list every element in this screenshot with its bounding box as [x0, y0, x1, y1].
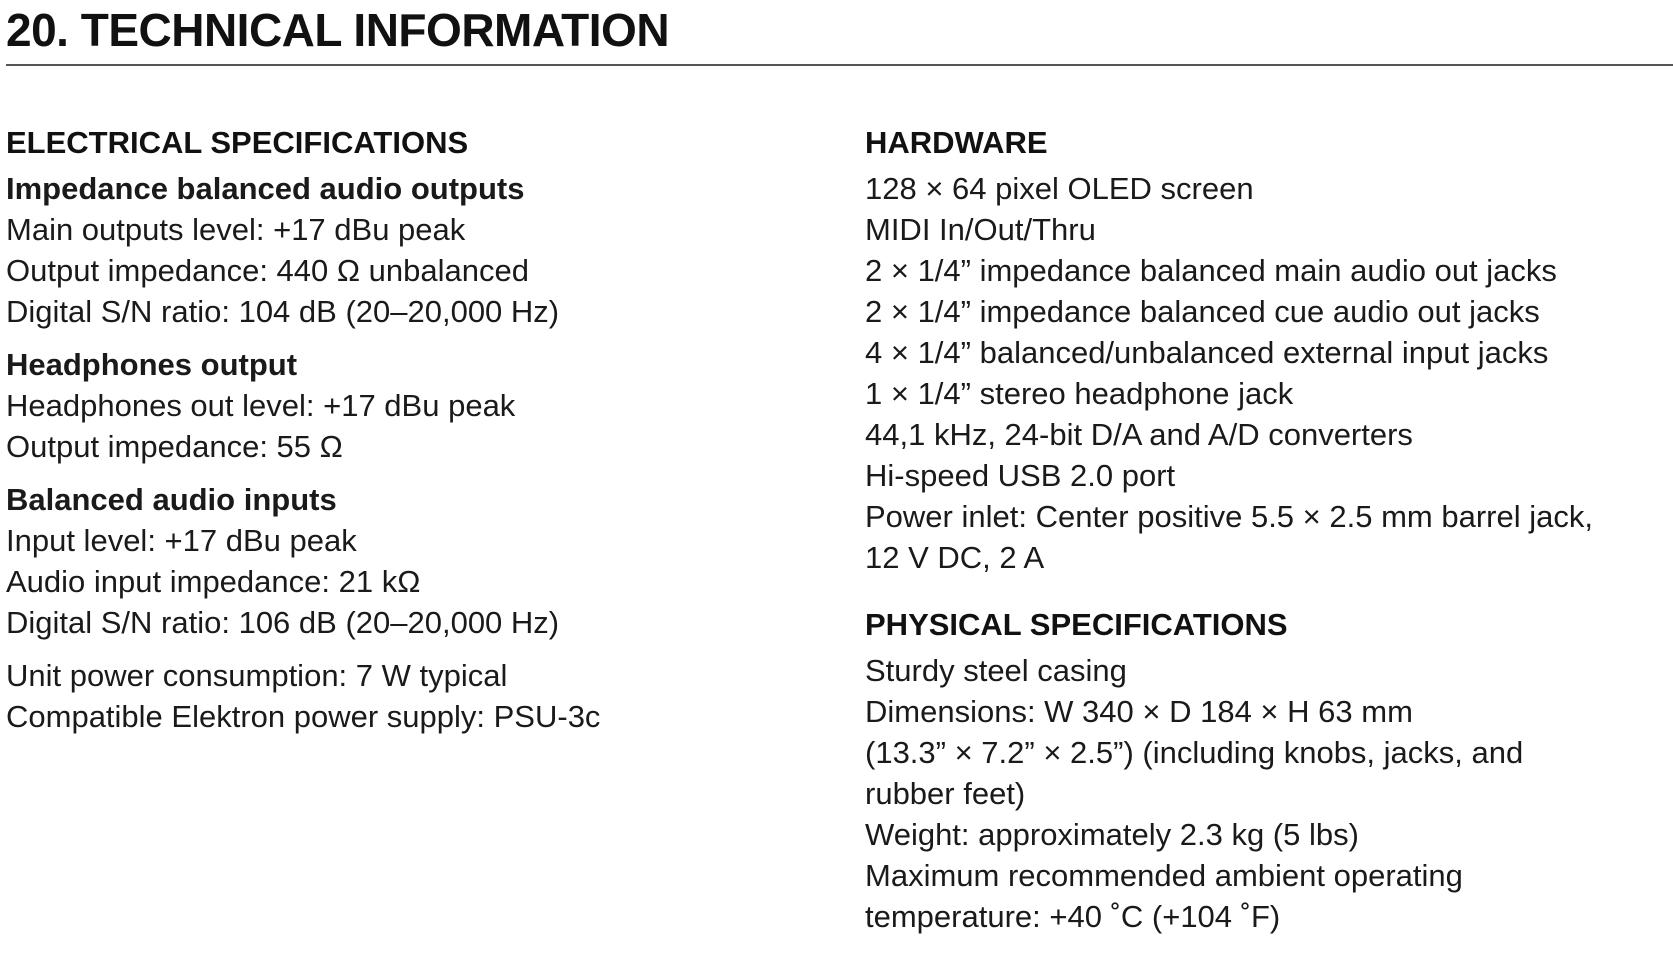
headphones-group-heading: Headphones output: [6, 347, 298, 382]
inputs-group: [6, 479, 846, 643]
spec-line: 1 × 1/4” stereo headphone jack: [865, 376, 1294, 411]
spec-line: temperature: +40 ˚C (+104 ˚F): [865, 899, 1281, 934]
spec-line: Sturdy steel casing: [865, 653, 1127, 688]
page-title: 20. TECHNICAL INFORMATION: [6, 4, 670, 56]
outputs-group: [6, 168, 846, 332]
spec-line: Weight: approximately 2.3 kg (5 lbs): [865, 817, 1359, 852]
spec-line: 12 V DC, 2 A: [865, 540, 1045, 575]
spec-line: Input level: +17 dBu peak: [6, 523, 357, 558]
headphones-group: [6, 344, 846, 467]
spec-line: Main outputs level: +17 dBu peak: [6, 212, 466, 247]
spec-line: Headphones out level: +17 dBu peak: [6, 388, 516, 423]
spec-line: Maximum recommended ambient operating: [865, 858, 1463, 893]
spec-line: Digital S/N ratio: 104 dB (20–20,000 Hz): [6, 294, 560, 329]
title-divider: [6, 64, 1673, 66]
electrical-column: [6, 118, 846, 749]
spec-line: 2 × 1/4” impedance balanced cue audio out jacks: [865, 294, 1540, 329]
spec-line: Power inlet: Center positive 5.5 × 2.5 mm barrel jack,: [865, 499, 1593, 534]
spec-line: 2 × 1/4” impedance balanced main audio out jacks: [865, 253, 1557, 288]
spec-line: Output impedance: 55 Ω: [6, 429, 343, 464]
inputs-group-heading: Balanced audio inputs: [6, 482, 337, 517]
spec-line: Output impedance: 440 Ω unbalanced: [6, 253, 529, 288]
physical-heading: PHYSICAL SPECIFICATIONS: [865, 607, 1288, 642]
spec-line: Compatible Elektron power supply: PSU-3c: [6, 699, 601, 734]
spec-line: 128 × 64 pixel OLED screen: [865, 171, 1254, 206]
spec-line: MIDI In/Out/Thru: [865, 212, 1096, 247]
spec-line: Dimensions: W 340 × D 184 × H 63 mm: [865, 694, 1413, 729]
spec-line: Audio input impedance: 21 kΩ: [6, 564, 421, 599]
physical-section: [865, 600, 1673, 937]
electrical-heading: ELECTRICAL SPECIFICATIONS: [6, 125, 469, 160]
spec-line: (13.3” × 7.2” × 2.5”) (including knobs, jacks, and: [865, 735, 1524, 770]
spec-line: rubber feet): [865, 776, 1026, 811]
outputs-group-heading: Impedance balanced audio outputs: [6, 171, 525, 206]
spec-line: Hi-speed USB 2.0 port: [865, 458, 1176, 493]
spec-line: 44,1 kHz, 24-bit D/A and A/D converters: [865, 417, 1413, 452]
hardware-heading: HARDWARE: [865, 125, 1048, 160]
spec-line: Unit power consumption: 7 W typical: [6, 658, 508, 693]
hardware-column: [865, 118, 1673, 959]
spec-line: 4 × 1/4” balanced/unbalanced external input jacks: [865, 335, 1549, 370]
spec-line: Digital S/N ratio: 106 dB (20–20,000 Hz): [6, 605, 560, 640]
power-group: [6, 655, 846, 737]
hardware-section: [865, 118, 1673, 578]
